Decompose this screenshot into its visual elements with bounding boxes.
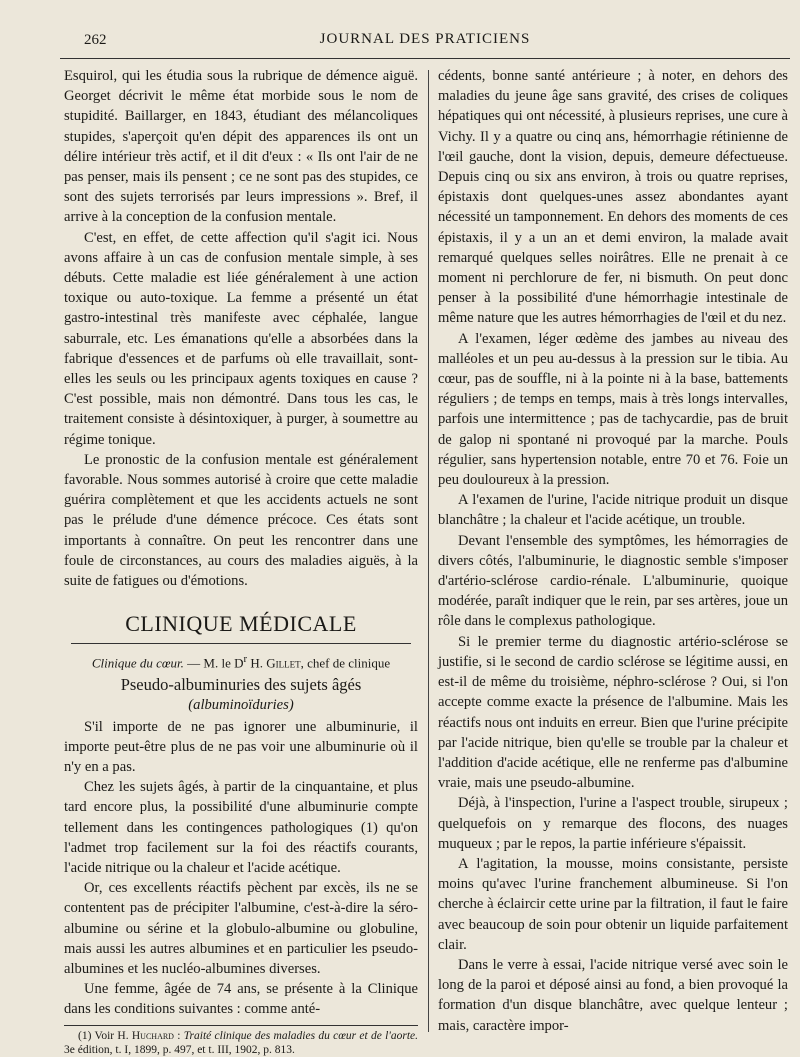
section-title: CLINIQUE MÉDICALE (125, 611, 357, 637)
byline-dash: — M. le D (183, 655, 244, 671)
footnote-author: Huchard (131, 1029, 174, 1042)
right-column (438, 66, 788, 1036)
footnote-colon: : (173, 1029, 184, 1042)
paragraph: Dans le verre à essai, l'acide nitrique versé avec soin le long de la paroi et déposé ainsi au fond, a bien provoqué la formation d'un disque blanchâtre, avec quelque lenteur ; mais, caractère impor- (438, 956, 788, 1034)
article-subtitle: (albuminoïduries) (188, 696, 294, 713)
paragraph: A l'examen de l'urine, l'acide nitrique produit un disque blanchâtre ; la chaleur et l'acide acétique, un trouble. (438, 492, 788, 529)
byline-role: chef de clinique (303, 655, 391, 671)
footnote-lead: (1) Voir H. (78, 1029, 132, 1042)
page-number: 262 (84, 32, 107, 48)
byline-author: H. Gillet, (247, 655, 304, 671)
footnote-rest: 3e édition, t. I, 1899, p. 497, et t. III, 1902, p. 813. (64, 1043, 295, 1056)
left-column (64, 66, 418, 1057)
paragraph: A l'agitation, la mousse, moins consistante, persiste moins qu'avec l'urine franchement albumineuse. Si l'on cherche à éclaircir cette urine par la filtration, il faut le faire avec beaucoup de soin pour obtenir un liquide parfaitement clair. (438, 855, 788, 953)
paragraph: Le pronostic de la confusion mentale est généralement favorable. Nous sommes autorisé à croire que cette maladie guérira complètement et que les accidents actuels ne sont pas le prélude d'une démence précoce. Ces états sont importants à connaître. On peut les rencontrer dans une foule de circonstances, au cours des maladies aiguës, à la suite de fatigues ou d'émotions. (64, 451, 418, 590)
paragraph: Déjà, à l'inspection, l'urine a l'aspect trouble, sirupeux ; quelquefois on y remarque des flocons, des nuages muqueux ; par le repos, la partie inférieure s'épaissit. (438, 795, 788, 852)
footnote-rule (64, 1025, 418, 1026)
byline-rubric: Clinique du cœur. (91, 655, 184, 671)
paragraph: Une femme, âgée de 74 ans, se présente à la Clinique dans les conditions suivantes : comme anté- (64, 981, 418, 1018)
column-divider (428, 70, 429, 1032)
paragraph: S'il importe de ne pas ignorer une albuminurie, il importe peut-être plus de ne pas voir une albuminurie où il n'y en a pas. (64, 718, 418, 776)
page-header (60, 28, 790, 54)
running-head: JOURNAL DES PRATICIENS (319, 31, 531, 47)
paragraph: Si le premier terme du diagnostic artério-sclérose se justifie, si le second de cardio sclérose se légitime aussi, en est-il de même du troisième, néphro-sclérose ? Oui, si l'on accepte comme exacte la présence de l'albumine. Mais les réactifs nous ont induits en erreur. Bien que l'urine précipite par l'acide nitrique, bien qu'elle se trouble par la chaleur et l'addition d'acide acétique, elle ne renferme pas d'albumine vraie, mais une pseudo-albumine. (438, 633, 788, 792)
paragraph: Or, ces excellents réactifs pèchent par excès, ils ne se contentent pas de précipiter l'albumine, c'est-à-dire la séro-albumine ou sérine et la globulo-albumine ou globuline, mais aussi les autres albumines et en particulier les pseudo-albumines et les nucléo-albumines diverses. (64, 880, 418, 978)
paragraph: Chez les sujets âgés, à partir de la cinquantaine, et plus tard encore plus, la possibilité d'une albuminurie compte tellement dans les contingences pathologiques (1) qu'on l'admet trop facilement sur la foi des réactifs courants, l'acide nitrique ou la chaleur et l'acide acétique. (64, 779, 418, 877)
paragraph: cédents, bonne santé antérieure ; à noter, en dehors des maladies du jeune âge sans gravité, des crises de coliques hépatiques qui ont nécessité, à plusieurs reprises, une cure à Vichy. Il y a quatre ou cinq ans, hémorrhagie rétinienne de l'œil gauche, dont la vision, depuis, demeure défectueuse. Depuis cinq ou six ans environ, à trois ou quatre reprises, épistaxis dont quelques-unes assez abondantes ayant nécessité un tamponnement. En dehors des moments de ces épistaxis, il y a un an et demi environ, la malade avait remarqué quelques selles noirâtres. Elle ne prenait à ce moment ni perchlorure de fer, ni bismuth. On peut donc penser à la possibilité d'une hémorrhagie intestinale de même nature que les autres hémorrhagies de l'œil et du nez. (438, 68, 788, 327)
header-rule (60, 58, 790, 59)
footnote-title: Traité clinique des maladies du cœur et de l'aorte. (183, 1029, 418, 1042)
article-byline (64, 650, 418, 672)
paragraph: C'est, en effet, de cette affection qu'il s'agit ici. Nous avons affaire à un cas de confusion mentale simple, à ses débuts. Cette maladie est liée généralement à une action toxique ou auto-toxique. La femme a présenté un état gastro-intestinal très manifeste avec céphalée, langue saburrale, etc. Les émanations qu'elle a absorbées dans la fabrique d'essences et de parfums où elle travaillait, sont-elles les seuls ou les principaux agents toxiques en cause ? C'est possible, mais non démontré. Dans tous les cas, le traitement consiste à désintoxiquer, à purger, à soumettre au régime tonique. (64, 229, 418, 448)
article-title: Pseudo-albuminuries des sujets âgés (120, 674, 362, 694)
paragraph: Esquirol, qui les étudia sous la rubrique de démence aiguë. Georget décrivit le même état morbide sous le nom de stupidité. Baillarger, en 1843, étudiant des mélancoliques stupides, s'aperçoit qu'en dépit des apparences ils ont un délire intérieur très actif, et il dit d'eux : « Ils ont l'air de ne pas penser, mais ils pensent ; ce ne sont pas des stupides, ce sont des sujets terrorisés par leurs impressions ». Bref, il arrive à la conception de la confusion mentale. (64, 68, 418, 226)
paragraph: Devant l'ensemble des symptômes, les hémorragies de divers côtés, l'albuminurie, le diagnostic semble s'imposer d'artério-sclérose cardio-rénale. L'albuminurie, quoique modérée, paraît indiquer que le rein, par ses artères, joue un rôle dans le complexus pathologique. (438, 532, 788, 630)
byline-sup: r (243, 653, 248, 666)
section-rule (71, 643, 411, 644)
footnote (64, 1029, 418, 1057)
paragraph: A l'examen, léger œdème des jambes au niveau des malléoles et un peu au-dessus à la pression sur le tibia. Au cœur, pas de souffle, ni à la pointe ni à la base, battements réguliers ; de temps en temps, mais à très longs intervalles, parfois une intermittence ; pas de tachycardie, pas de bruit de galop ni spontané ni provoqué par la marche. Pouls régulier, sans hypertension notable, entre 70 et 76. Foie un peu douloureux à la pression. (438, 330, 788, 489)
